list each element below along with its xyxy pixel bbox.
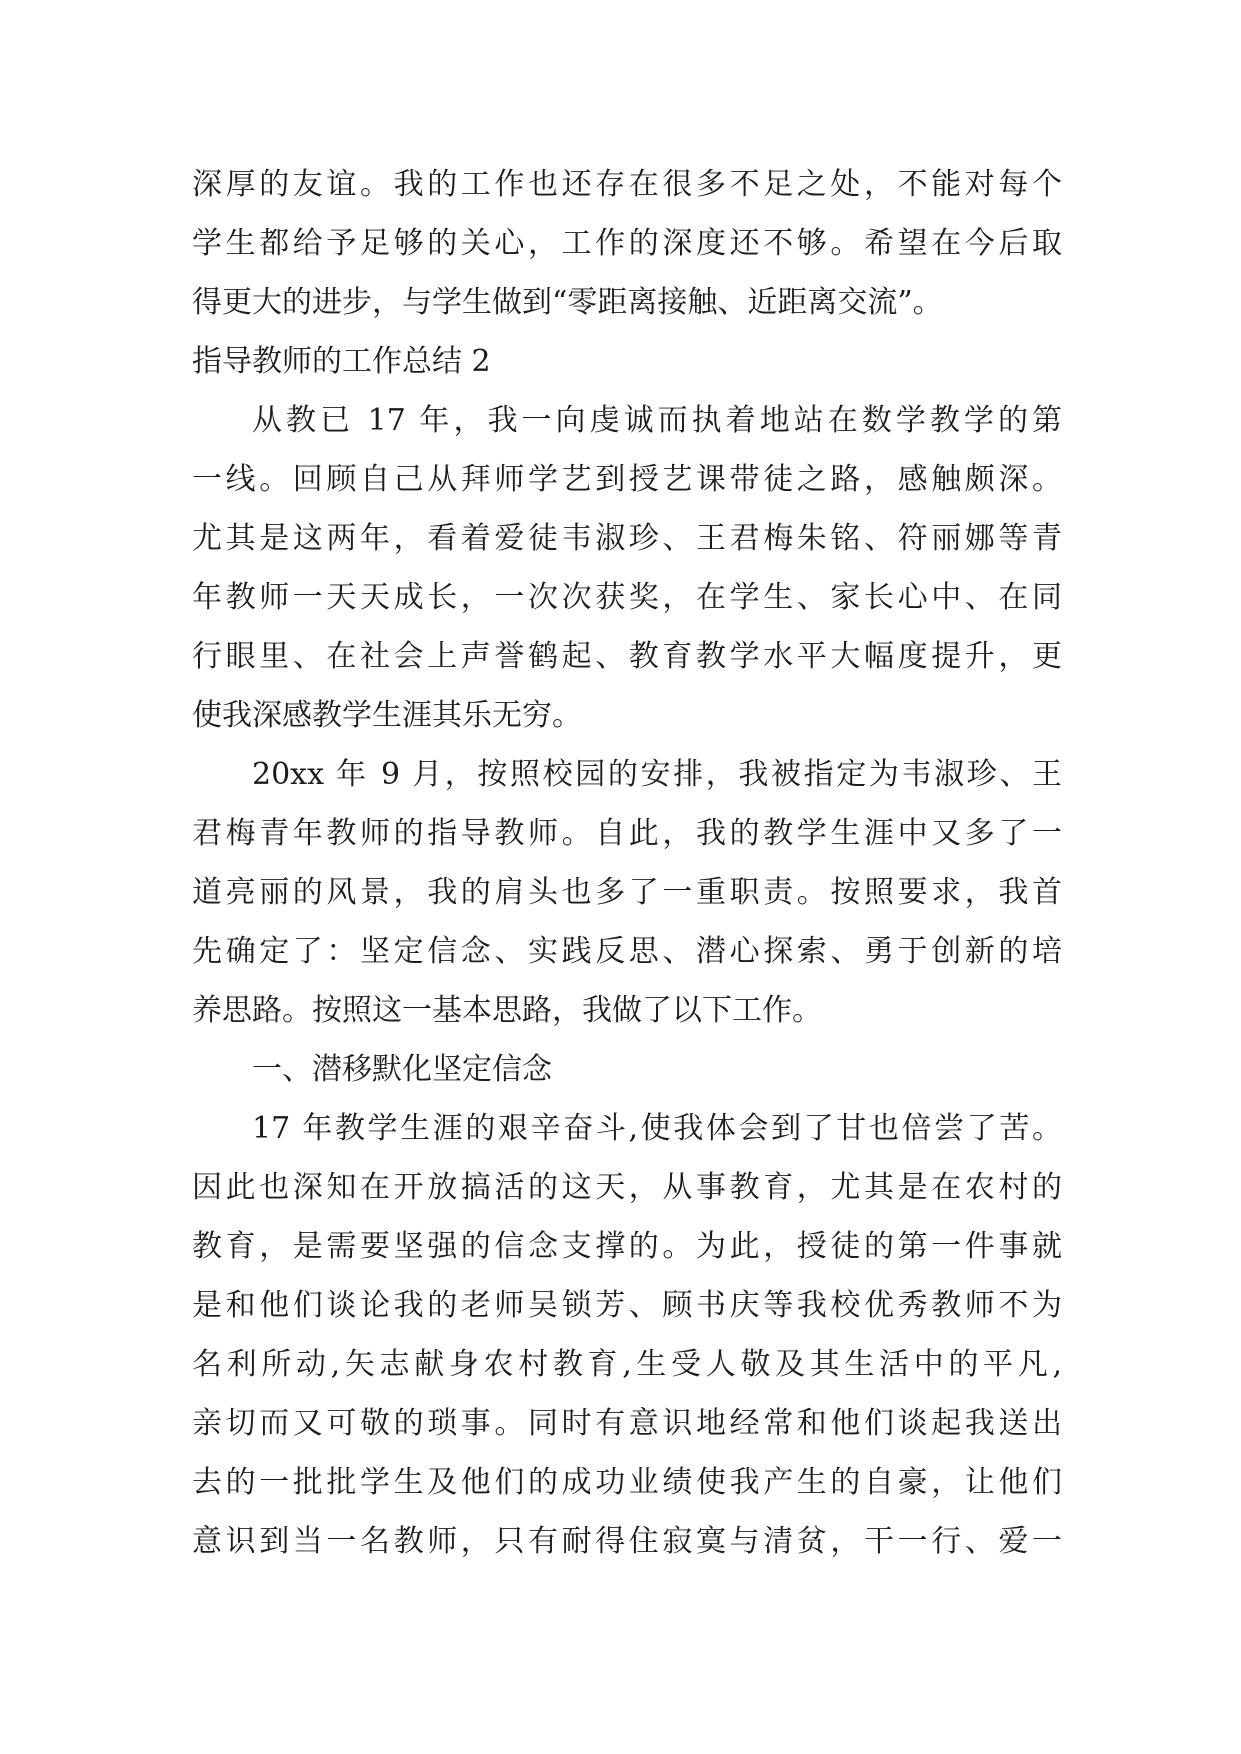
text-line: 是和他们谈论我的老师吴锁芳、顾书庆等我校优秀教师不为 [192, 1288, 1062, 1323]
text-line: 17 年教学生涯的艰辛奋斗,使我体会到了甘也倍尝了苦。 [252, 1111, 1062, 1146]
paragraph [192, 1099, 1062, 1571]
text-line: 道亮丽的风景，我的肩头也多了一重职责。按照要求，我首 [192, 875, 1062, 910]
text-line: 行眼里、在社会上声誉鹤起、教育教学水平大幅度提升，更 [192, 639, 1062, 674]
paragraph [192, 745, 1062, 1040]
text-line: 得更大的进步，与学生做到“零距离接触、近距离交流”。 [192, 285, 943, 320]
text-line: 年教师一天天成长，一次次获奖，在学生、家长心中、在同 [192, 580, 1062, 615]
text-line: 使我深感教学生涯其乐无穷。 [192, 698, 582, 733]
text-line: 教育，是需要坚强的信念支撑的。为此，授徒的第一件事就 [192, 1229, 1062, 1264]
text-line: 意识到当一名教师，只有耐得住寂寞与清贫，干一行、爱一 [192, 1524, 1062, 1559]
subheading-text: 一、潜移默化坚定信念 [252, 1052, 552, 1087]
paragraph-continued [192, 155, 1062, 332]
paragraph [192, 391, 1062, 745]
text-line: 20xx 年 9 月，按照校园的安排，我被指定为韦淑珍、王 [252, 757, 1062, 792]
text-line: 因此也深知在开放搞活的这天，从事教育，尤其是在农村的 [192, 1170, 1062, 1205]
subheading [192, 1040, 1062, 1099]
text-line: 君梅青年教师的指导教师。自此，我的教学生涯中又多了一 [192, 816, 1062, 851]
heading-text: 指导教师的工作总结 2 [192, 344, 491, 379]
text-line: 亲切而又可敬的琐事。同时有意识地经常和他们谈起我送出 [192, 1406, 1062, 1441]
section-heading [192, 332, 1062, 391]
text-line: 一线。回顾自己从拜师学艺到授艺课带徒之路，感触颇深。 [192, 462, 1062, 497]
text-line: 名利所动,矢志献身农村教育,生受人敬及其生活中的平凡, [192, 1347, 1062, 1382]
text-line: 去的一批批学生及他们的成功业绩使我产生的自豪，让他们 [192, 1465, 1062, 1500]
text-line: 从教已 17 年，我一向虔诚而执着地站在数学教学的第 [252, 403, 1062, 438]
document-body [192, 155, 1062, 1571]
text-line: 先确定了：坚定信念、实践反思、潜心探索、勇于创新的培 [192, 934, 1062, 969]
text-line: 尤其是这两年，看着爱徒韦淑珍、王君梅朱铭、符丽娜等青 [192, 521, 1062, 556]
text-line: 学生都给予足够的关心，工作的深度还不够。希望在今后取 [192, 226, 1062, 261]
text-line: 养思路。按照这一基本思路，我做了以下工作。 [192, 993, 822, 1028]
text-line: 深厚的友谊。我的工作也还存在很多不足之处，不能对每个 [192, 167, 1062, 202]
